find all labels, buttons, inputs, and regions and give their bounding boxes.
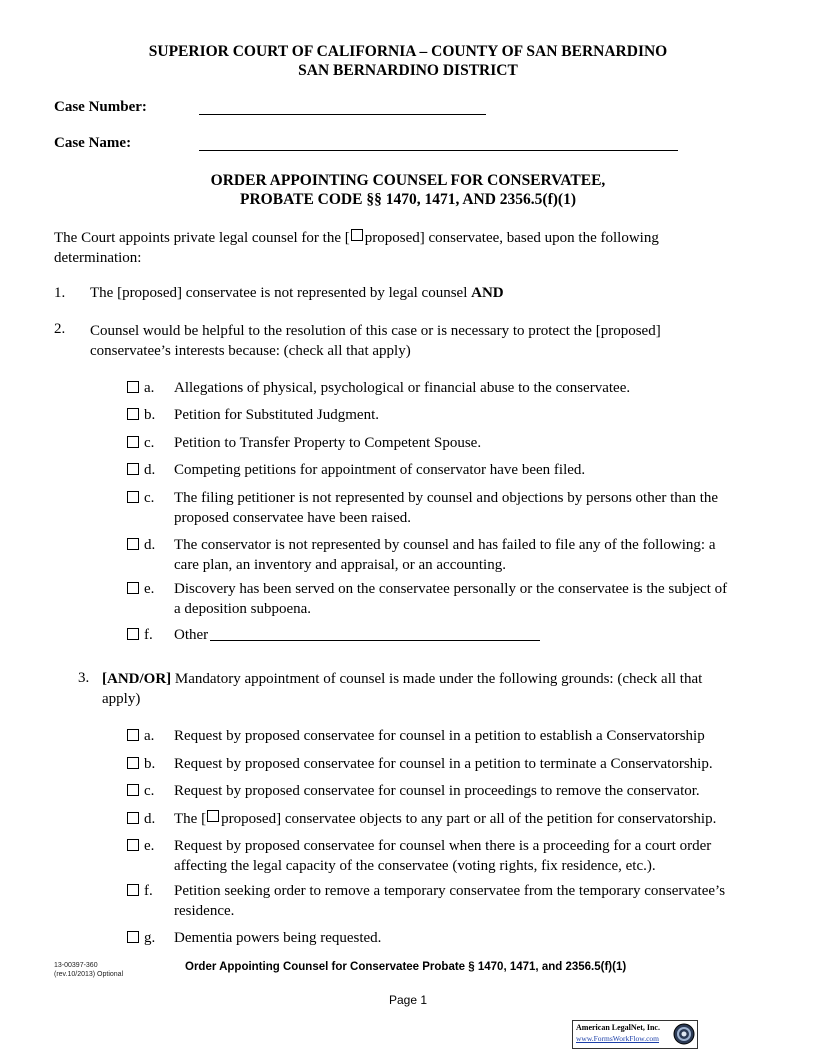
checkbox[interactable] [127, 757, 139, 769]
checkbox[interactable] [127, 931, 139, 943]
item2-number: 2. [54, 321, 66, 337]
checkbox[interactable] [127, 784, 139, 796]
checkbox[interactable] [127, 408, 139, 420]
checkbox[interactable] [127, 582, 139, 594]
case-name-label: Case Name: [54, 135, 132, 151]
district-name: SAN BERNARDINO DISTRICT [298, 62, 518, 79]
item2-text: Counsel would be helpful to the resolution of this case or is necessary to protect the [proposed] conservatee’s interests because: (check all that apply) [90, 323, 661, 359]
item3-text: [AND/OR] Mandatory appointment of counsel is made under the following grounds: (check all that apply) [102, 671, 703, 707]
checkbox[interactable] [127, 436, 139, 448]
checkbox[interactable] [127, 538, 139, 550]
checkbox[interactable] [127, 463, 139, 475]
american-legalnet-logo[interactable]: American LegalNet, Inc. www.FormsWorkFlow.com [572, 1020, 698, 1049]
item3-number: 3. [78, 670, 90, 686]
checkbox[interactable] [127, 491, 139, 503]
order-title-line1: ORDER APPOINTING COUNSEL FOR CONSERVATEE, [210, 172, 606, 189]
checkbox[interactable] [127, 381, 139, 393]
checkbox[interactable] [127, 839, 139, 851]
intro-paragraph: The Court appoints private legal counsel for the [ proposed] conservatee, based upon the following determination: [54, 230, 659, 266]
form-revision: (rev.10/2013) Optional [54, 971, 124, 978]
other-field[interactable] [210, 640, 540, 641]
checkbox[interactable] [127, 884, 139, 896]
case-name-field[interactable] [199, 150, 678, 151]
case-number-label: Case Number: [54, 99, 147, 115]
footer-title: Order Appointing Counsel for Conservatee Probate § 1470, 1471, and 2356.5(f)(1) [185, 961, 627, 973]
case-number-field[interactable] [199, 114, 486, 115]
globe-icon [673, 1023, 695, 1050]
checkbox[interactable] [127, 628, 139, 640]
order-title-line2: PROBATE CODE §§ 1470, 1471, AND 2356.5(f)(1) [240, 191, 576, 208]
proposed-checkbox[interactable] [207, 810, 219, 822]
court-name: SUPERIOR COURT OF CALIFORNIA – COUNTY OF SAN BERNARDINO [148, 43, 668, 60]
page-number: Page 1 [388, 993, 428, 1007]
checkbox[interactable] [127, 729, 139, 741]
item1-number: 1. [54, 285, 66, 301]
item1-text: The [proposed] conservatee is not represented by legal counsel AND [90, 285, 504, 301]
proposed-checkbox[interactable] [351, 229, 363, 241]
form-number: 13-00397-360 [54, 962, 98, 969]
checkbox[interactable] [127, 812, 139, 824]
